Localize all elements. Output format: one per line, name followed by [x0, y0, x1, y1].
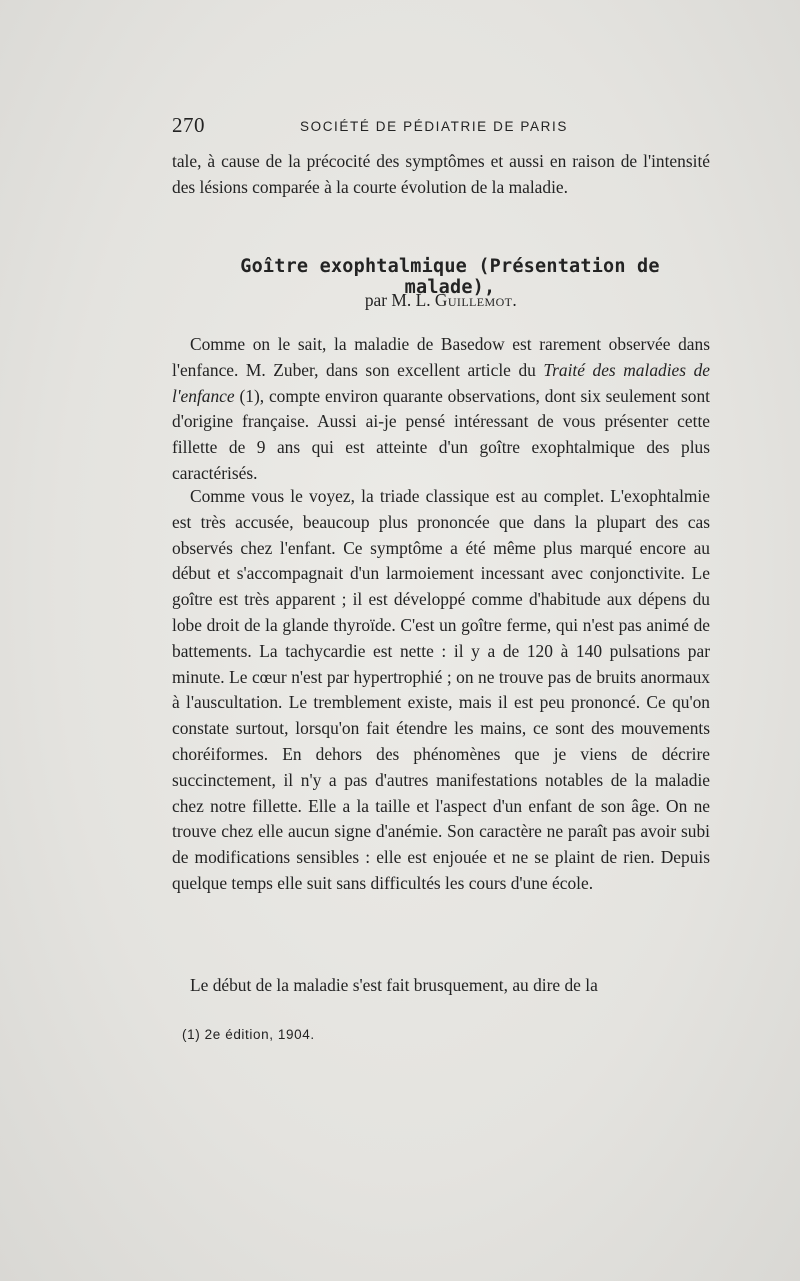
- byline-prefix: par M. L.: [364, 290, 431, 310]
- footnote: (1) 2e édition, 1904.: [182, 1027, 315, 1042]
- running-head: SOCIÉTÉ DE PÉDIATRIE DE PARIS: [300, 119, 568, 134]
- cited-work-title: Traité des maladies de l'enfance: [172, 359, 710, 406]
- page-number: 270: [172, 113, 205, 137]
- paragraph-1-part-1: Comme on le sait, la maladie de Basedow est rarement observée dans l'enfance. M. Zuber, dans son excellent article du: [172, 334, 710, 380]
- paragraph-2: Comme vous le voyez, la triade classique est au complet. L'exophtalmie est très accusée, beaucoup plus prononcée que dans la plupart des cas observés chez l'enfant. Ce symptôme a été même plus marqué encore au début et s'accompagnait d'un larmoiement incessant avec conjonctivite. Le goître est très apparent ; il est développé comme d'habitude aux dépens du lobe droit de la glande thyroïde. C'est un goître ferme, qui n'est pas animé de battements. La tachycardie est nette : il y a de 120 à 140 pulsations par minute. Le cœur n'est par hypertrophié ; on ne trouve pas de bruits anormaux à l'auscultation. Le tremblement existe, mais il est peu prononcé. Ce qu'on constate surtout, lorsqu'on fait étendre les mains, ce sont des mouvements choréiformes. En dehors des phénomènes que je viens de décrire succinctement, il n'y a pas d'autres manifestations notables de la maladie chez notre fillette. Elle a la taille et l'aspect d'un enfant de son âge. On ne trouve chez elle aucun signe d'anémie. Son caractère ne paraît pas avoir subi de modifications sensibles : elle est enjouée et ne se plaint de rien. Depuis quelque temps elle suit sans difficultés les cours d'une école.: [172, 486, 710, 893]
- article-title: Goître exophtalmique (Présentation de malade),: [240, 256, 660, 298]
- page-header: [172, 113, 712, 143]
- paragraph-1-part-2: (1), compte environ quarante observations, dont six seulement sont d'origine française. Aussi ai-je pensé intéressant de vous présenter cette fillette de 9 ans qui est atteinte d'un goître exophtalmique des plus caractérisés.: [172, 385, 710, 483]
- paragraph-3: Le début de la maladie s'est fait brusquement, au dire de la: [190, 975, 598, 995]
- author-name: Guillemot.: [434, 290, 518, 310]
- intro-paragraph: tale, à cause de la précocité des symptômes et aussi en raison de l'intensité des lésions comparée à la courte évolution de la maladie.: [172, 151, 710, 197]
- article-byline: [172, 290, 710, 311]
- paragraph-1: [172, 332, 710, 487]
